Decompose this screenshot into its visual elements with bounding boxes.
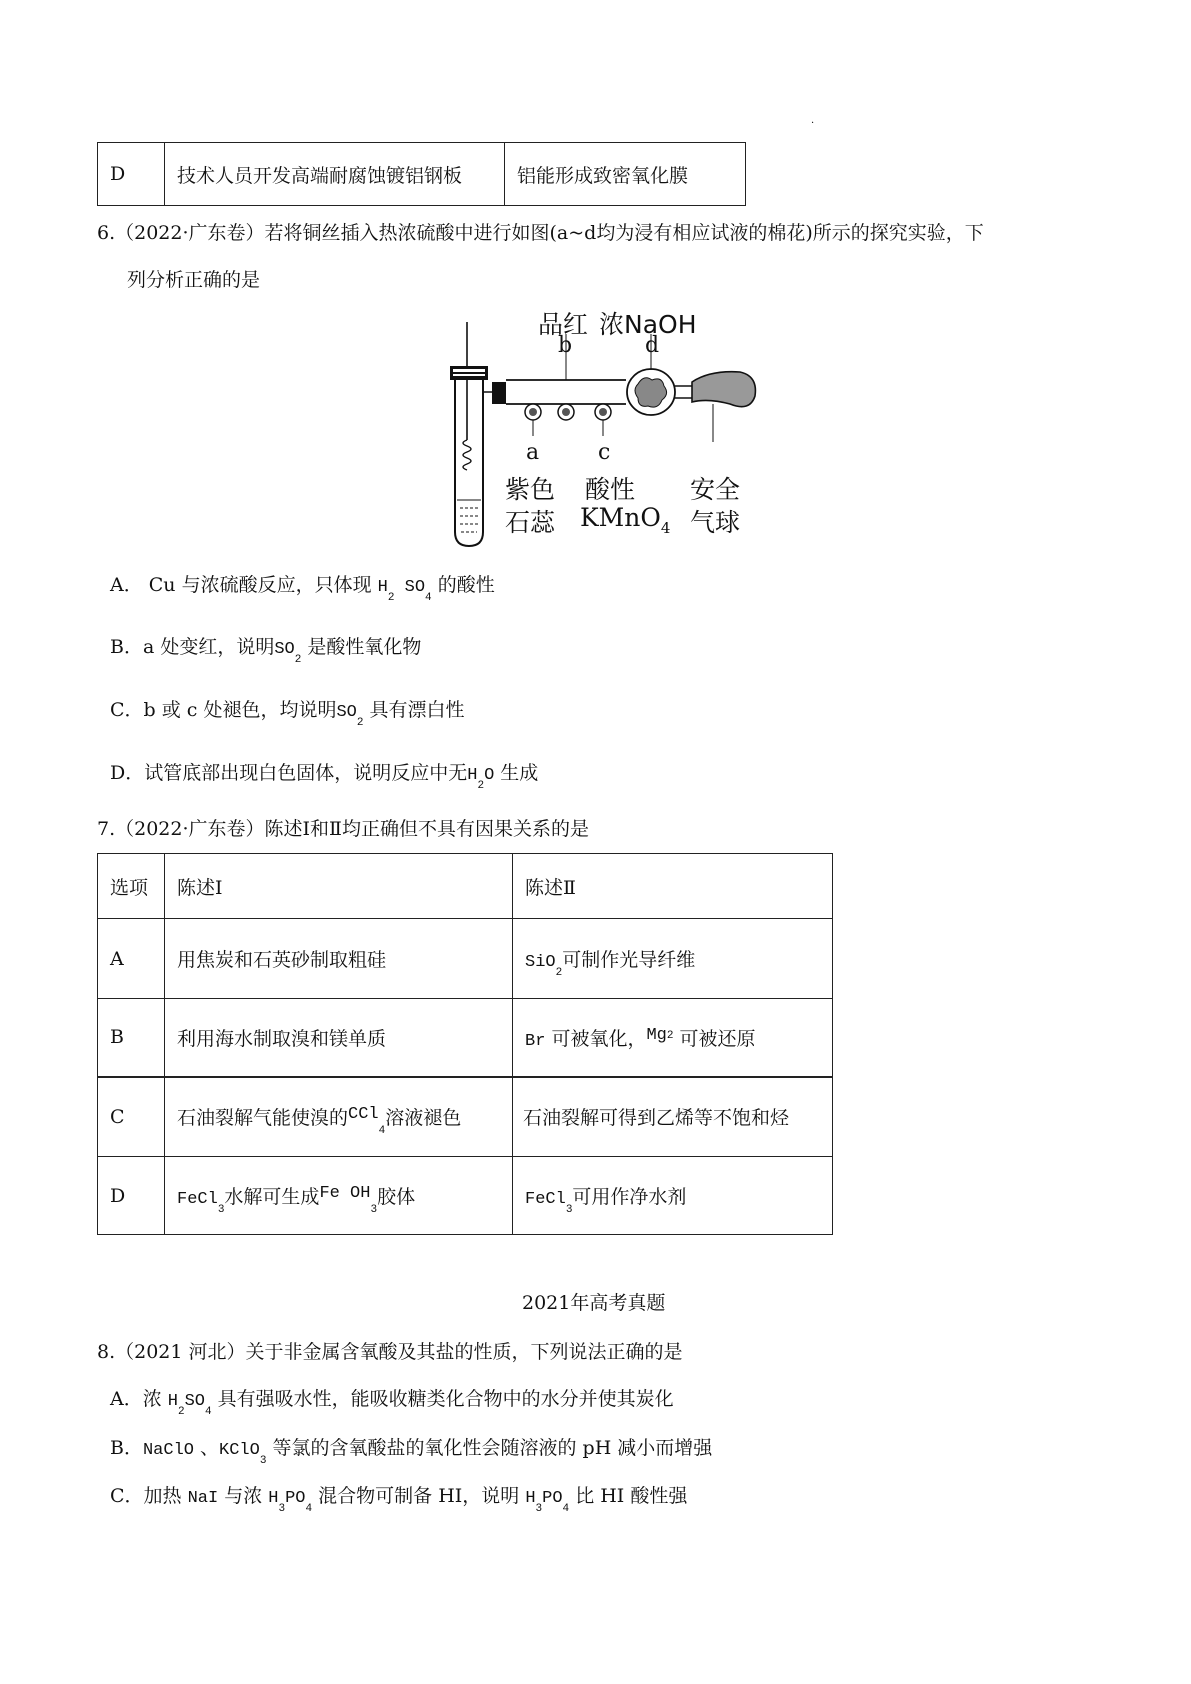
statement2-cell: 铝能形成致密氧化膜 xyxy=(505,143,746,206)
q8-stem: 8.（2021 河北）关于非金属含氧酸及其盐的性质，下列说法正确的是 xyxy=(97,1341,683,1363)
statement1-cell: 技术人员开发高端耐腐蚀镀铝钢板 xyxy=(165,143,505,206)
q6-option-b: B．a 处变红，说明$SO_2$ 是酸性氧化物 xyxy=(110,636,422,666)
label-balloon-1: 安全 xyxy=(690,475,741,504)
table-row xyxy=(98,999,833,1077)
side-stopper xyxy=(492,382,506,404)
label-a-reagent-2: 石蕊 xyxy=(505,508,556,537)
table-header-row xyxy=(98,854,833,919)
label-balloon-2: 气球 xyxy=(690,508,741,537)
label-d-reagent: 浓NaOH xyxy=(599,310,697,339)
header-statement2: 陈述Ⅱ xyxy=(513,854,833,919)
row-d-statement2: FeCl$_3$可用作净水剂 xyxy=(513,1157,833,1235)
label-c-reagent-2: KMnO$_4$ xyxy=(580,503,671,537)
label-c-letter: c xyxy=(598,440,611,465)
q7-table xyxy=(97,853,833,1235)
row-d-statement1: FeCl$_3$水解可生成Fe $OH_3$胶体 xyxy=(165,1157,513,1235)
q6-stem-line1: 6.（2022·广东卷）若将铜丝插入热浓硫酸中进行如图(a~d均为浸有相应试液的棉花)所示的探究实验，下 xyxy=(97,222,984,244)
row-d-option: D xyxy=(98,1157,165,1235)
q6-option-d: D．试管底部出现白色固体，说明反应中无$H_2O$ 生成 xyxy=(110,762,539,792)
table-row xyxy=(98,143,746,206)
label-c-reagent-1: 酸性 xyxy=(585,475,636,504)
table-row xyxy=(98,1077,833,1157)
header-statement1: 陈述Ⅰ xyxy=(165,854,513,919)
glass-tube xyxy=(506,380,626,404)
row-a-statement1: 用焦炭和石英砂制取粗硅 xyxy=(165,919,513,999)
label-a-reagent-1: 紫色 xyxy=(505,475,556,504)
q8-option-b: B．NaClO 、KClO$_3$ 等氯的含氧酸盐的氧化性会随溶液的 pH 减小而增强 xyxy=(110,1437,713,1467)
q8-option-c: C．加热 NaI 与浓 $H_3PO_4$ 混合物可制备 HI，说明 $H_3PO_4$ 比 HI 酸性强 xyxy=(110,1485,688,1515)
row-b-statement2: Br 可被氧化，Mg$^2$ 可被还原 xyxy=(513,999,833,1077)
wire-coil xyxy=(463,440,471,470)
q6-option-c: C．b 或 c 处褪色，均说明$SO_2$ 具有漂白性 xyxy=(110,699,465,729)
row-b-statement1: 利用海水制取溴和镁单质 xyxy=(165,999,513,1077)
label-d-letter: d xyxy=(645,333,660,358)
q7-stem: 7.（2022·广东卷）陈述Ⅰ和Ⅱ均正确但不具有因果关系的是 xyxy=(97,818,589,840)
row-a-option: A xyxy=(98,919,165,999)
row-c-statement2: 石油裂解可得到乙烯等不饱和烃 xyxy=(513,1077,833,1157)
label-b-letter: b xyxy=(558,333,573,358)
test-tube xyxy=(455,368,483,546)
row-a-statement2: SiO$_2$可制作光导纤维 xyxy=(513,919,833,999)
row-c-statement1: 石油裂解气能使溴的CCl$_4$溶液褪色 xyxy=(165,1077,513,1157)
header-option: 选项 xyxy=(98,854,165,919)
row-c-option: C xyxy=(98,1077,165,1157)
stopper xyxy=(450,366,488,380)
option-cell: D xyxy=(98,143,165,206)
label-a-letter: a xyxy=(526,440,540,465)
safety-balloon xyxy=(692,372,755,407)
q6-option-a: A． Cu 与浓硫酸反应，只体现 $H_2$ $SO_4$ 的酸性 xyxy=(110,574,495,604)
q8-option-a: A．浓 $H_2SO_4$ 具有强吸水性，能吸收糖类化合物中的水分并使其炭化 xyxy=(110,1388,674,1418)
table-row xyxy=(98,919,833,999)
q6-stem-line2: 列分析正确的是 xyxy=(127,269,261,291)
row-b-option: B xyxy=(98,999,165,1077)
page-mark: · xyxy=(811,118,815,129)
section-title: 2021年高考真题 xyxy=(522,1292,666,1314)
label-b-reagent: 品红 xyxy=(538,310,589,339)
answer-table-top xyxy=(97,142,746,206)
table-row xyxy=(98,1157,833,1235)
